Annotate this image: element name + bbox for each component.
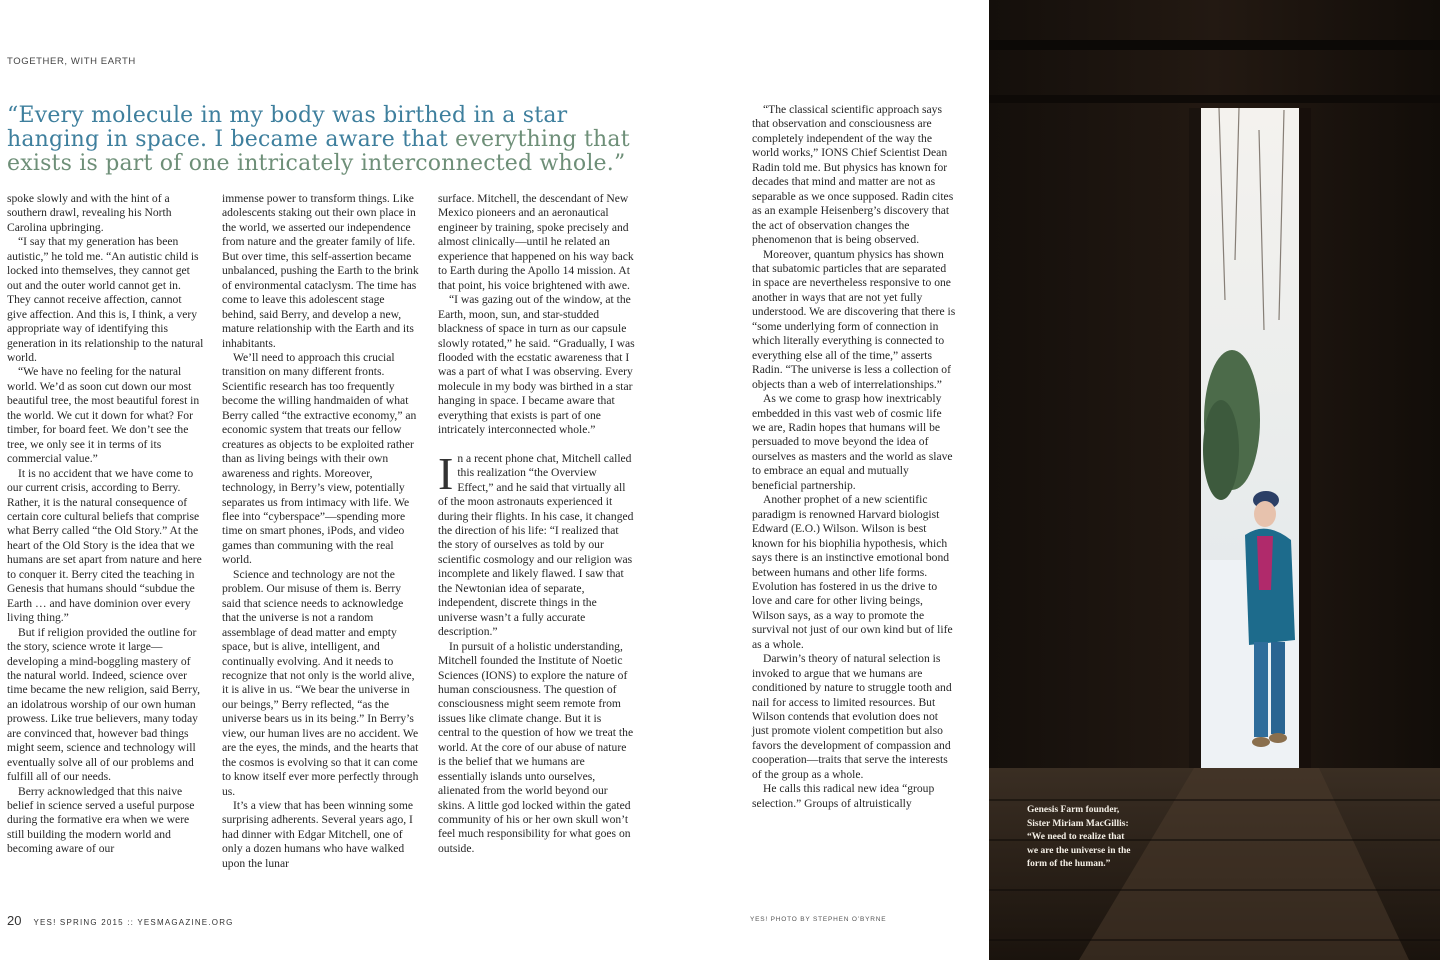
paragraph: Science and technology are not the problem. Our misuse of them is. Berry said that science needs to acknowledge that the universe is not a random assemblage of dead matter and empty space, but is alive, intelligent, and continually evolving. And it needs to recognize that not only is the world alive, it is alive in us. “We bear the universe in our beings,” Berry reflected, “as the universe bears us in its being.” In Berry’s view, our human lives are no accident. We are the eyes, the minds, and the hearts that the cosmos is evolving so that it can come to know itself ever more perfectly through us. xyxy=(222,567,419,798)
section-label: TOGETHER, WITH EARTH xyxy=(7,56,136,67)
text-column-2 xyxy=(222,192,419,871)
paragraph: “I say that my generation has been autistic,” he told me. “An autistic child is locked into themselves, they cannot get out and the outer world cannot get in. They cannot receive affection, cannot give affection. And this is, I think, a very appropriate way of identifying this generation in its relationship to the natural world. xyxy=(7,235,204,364)
paragraph: We’ll need to approach this crucial transition on many different fronts. Scientific research has too frequently become the willing handmaiden of what Berry called “the extractive economy,” an economic system that treats our fellow creatures as objects to be exploited rather than as living beings with their own awareness and rights. Moreover, technology, in Berry’s view, potentially separates us from intimacy with life. We flee into “cyberspace”—spending more time on smart phones, iPods, and video games than communing with the real world. xyxy=(222,350,417,567)
text-column-4 xyxy=(752,103,956,811)
pull-quote-part1: “Every molecule in my body was birthed in a star hanging in space. I became aware that xyxy=(7,103,568,152)
paragraph: Another prophet of a new scientific paradigm is renowned Harvard biologist Edward (E.O.) Wilson. Wilson is best known for his biophilia hypothesis, which says there is an instinctive emotional bond between humans and other life forms. Evolution has fostered in us the drive to love and care for other living beings, Wilson says, as a way to promote the survival not just of our own kind but of life as a whole. xyxy=(752,493,953,651)
dropcap-paragraph xyxy=(438,447,635,640)
paragraph: spoke slowly and with the hint of a southern drawl, revealing his North Carolina upbringing. xyxy=(7,192,172,234)
paragraph: Moreover, quantum physics has shown that subatomic particles that are separated in space are nevertheless responsive to one another in ways that are not yet fully understood. We are discovering that there is “some underlying form of connection in which literally everything is connected to everything else all of the time,” asserts Radin. “The universe is less a collection of objects than a web of interrelationships.” xyxy=(752,247,956,391)
paragraph: surface. Mitchell, the descendant of New Mexico pioneers and an aeronautical engineer by training, spoke precisely and almost clinically—until he related an experience that happened on his way back to Earth during the Apollo 14 mission. At that point, his voice brightened with awe. xyxy=(438,192,634,292)
pull-quote xyxy=(7,104,647,176)
pull-quote-part2: everything that exists is part of one intricately interconnected whole.” xyxy=(7,127,630,176)
text-column-3 xyxy=(438,192,635,856)
paragraph: “We have no feeling for the natural world. We’d as soon cut down our most beautiful tree, the most beautiful forest in the world. We cut it down for what? For timber, for board feet. We don’t see the tree, we only see it in terms of its commercial value.” xyxy=(7,365,200,466)
paragraph: As we come to grasp how inextricably embedded in this vast web of cosmic life we are, Radin hopes that humans will be persuaded to move beyond the idea of ourselves as masters and the world as slave to embrace an equal and mutually beneficial partnership. xyxy=(752,392,953,492)
paragraph: immense power to transform things. Like adolescents staking out their own place in the world, we asserted our independence from nature and the greater family of life. But over time, this self-assertion became unbalanced, pushing the Earth to the brink of environmental cataclysm. The time has come to leave this adolescent stage behind, said Berry, and develop a new, mature relationship with the Earth and its inhabitants. xyxy=(222,192,419,350)
dropcap-paragraph-text: n a recent phone chat, Mitchell called this realization “the Overview Effect,” and he said that virtually all of the moon astronauts experienced it during their flights. In his case, it changed the direction of his life: “I realized that the story of ourselves as told by our scientific cosmology and our religion was incomplete and likely flawed. I saw that the Newtonian idea of separate, independent, discrete things in the universe wasn’t a fully accurate description.” xyxy=(438,451,634,639)
paragraph: He calls this radical new idea “group selection.” Groups of altruistically xyxy=(752,782,935,810)
page-footer xyxy=(7,913,234,928)
page-number: 20 xyxy=(7,913,22,928)
paragraph: “The classical scientific approach says that observation and consciousness are completely independent of the way the world works,” IONS Chief Scientist Dean Radin told me. But physics has known for decades that mind and matter are not as separable as we once supposed. Radin cites as an example Heisenberg’s discovery that the act of observation changes the phenomenon that is being observed. xyxy=(752,103,954,247)
publication-info: YES! SPRING 2015 :: YESMAGAZINE.ORG xyxy=(33,918,234,927)
photo-credit: YES! PHOTO BY STEPHEN O’BYRNE xyxy=(750,916,887,923)
paragraph: “I was gazing out of the window, at the Earth, moon, sun, and star-studded blackness of space in turn as our capsule slowly rotated,” he said. “Gradually, I was flooded with the ecstatic awareness that I was a part of what I was observing. Every molecule in my body was birthed in a star hanging in space. I became aware that everything that exists is part of one intricately interconnected whole.” xyxy=(438,293,635,437)
paragraph: It’s a view that has been winning some surprising adherents. Several years ago, I had dinner with Edgar Mitchell, one of only a dozen humans who have walked upon the lunar xyxy=(222,799,413,870)
paragraph: It is no accident that we have come to our current crisis, according to Berry. Rather, it is the natural consequence of certain core cultural beliefs that comprise what Berry called “the Old Story.” At the heart of the Old Story is the idea that we humans are set apart from nature and here to conquer it. Berry cited the teaching in Genesis that humans should “subdue the Earth … and have dominion over every living thing.” xyxy=(7,466,202,625)
paragraph: Berry acknowledged that this naive belief in science served a useful purpose during the formative era when we were still building the modern world and becoming aware of our xyxy=(7,784,195,856)
text-column-1 xyxy=(7,192,204,857)
paragraph: But if religion provided the outline for the story, science wrote it large—developing a mind-boggling mastery of the natural world. Indeed, science over time became the new religion, said Berry, an idolatrous worship of our own human prowess. Like true believers, many today are convinced that, however bad things might seem, science and technology will eventually solve all of our problems and fulfill all of our needs. xyxy=(7,625,201,784)
paragraph: Darwin’s theory of natural selection is invoked to argue that we humans are conditioned by nature to struggle tooth and nail for access to limited resources. But Wilson contends that evolution does not just promote violent competition but also favors the development of compassion and cooperation—traits that serve the interests of the group as a whole. xyxy=(752,652,952,781)
photo-caption: Genesis Farm founder, Sister Miriam MacGillis: “We need to realize that we are the universe in the form of the human.” xyxy=(1027,805,1131,869)
paragraph: In pursuit of a holistic understanding, Mitchell founded the Institute of Noetic Sciences (IONS) to explore the nature of human consciousness. The question of consciousness might seem remote from issues like climate change. But it is central to the question of how we treat the world. At the core of our abuse of nature is the belief that we humans are essentially islands unto ourselves, alienated from the world beyond our skins. A little god locked within the gated community of his or her own skull won’t feel much responsibility for what goes on outside. xyxy=(438,639,634,855)
drop-cap: I xyxy=(438,447,454,499)
